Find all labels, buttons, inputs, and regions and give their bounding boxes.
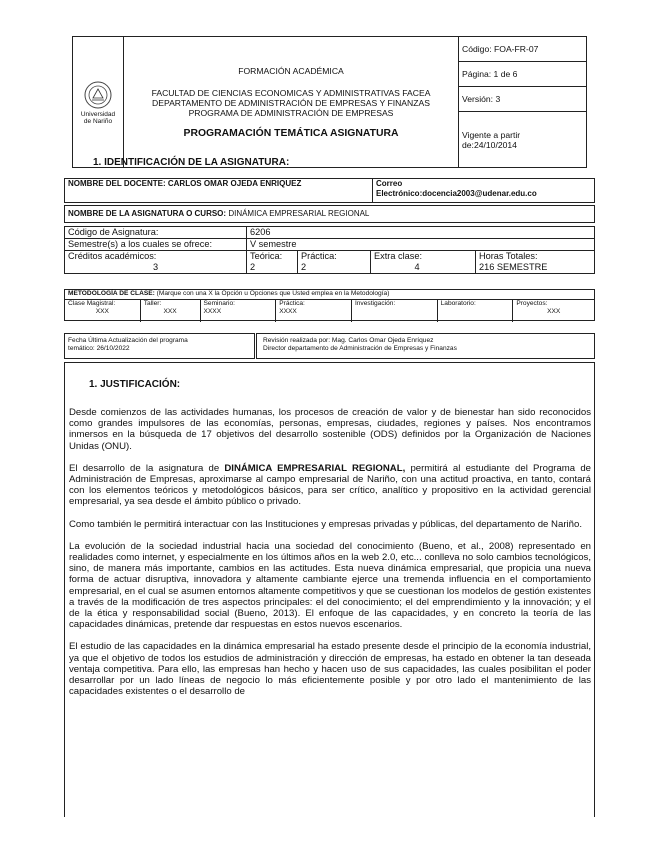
horas-label: Horas Totales: — [479, 251, 538, 261]
semestre-value: V semestre — [247, 239, 595, 251]
extra-label: Extra clase: — [374, 251, 422, 261]
email-label: Correo — [376, 179, 403, 188]
revision-line2: Director departamento de Administración de Empresas y Finanzas — [263, 345, 457, 352]
metodologia-box — [64, 289, 595, 321]
docente-email-cell — [373, 179, 595, 203]
header-line-programa: PROGRAMA DE ADMINISTRACIÓN DE EMPRESAS — [188, 107, 394, 118]
metodologia-col-mark: XXX — [95, 308, 109, 315]
docente-table — [64, 178, 595, 203]
justificacion-paragraph-4: La evolución de la sociedad industrial hacia una sociedad del conocimiento (Bueno, et al., 2008) representado en realidades como internet, y especialmente en los últimos años en la web 2.0, etc... conlleva no solo cambios tecnológicos, sino, de manera más importante, cambios en las actitudes. Esta nueva dinámica empresarial, que propicia una nueva forma de actuar disruptiva, innovadora y altamente cambiante ejerce una tremenda influencia en el comportamiento empresarial, en el cual se asumen entornos altamente competitivos y que se cuestionan los modelos de gestión existentes a través de la modificación de tres aspectos principales: el del conocimiento; el del emprendimiento y la innovación; y el de la ética y responsabilidad social (Bueno, 2013). El enfoque de las capacidades, y en concreto la teoría de las capacidades dinámicas, pretende dar respuestas en estos nuevos escenarios. — [69, 540, 591, 631]
vigente-line1: Vigente a partir — [462, 129, 521, 140]
header-line-formacion: FORMACIÓN ACADÉMICA — [238, 65, 344, 76]
pagina-cell: Página: 1 de 6 — [459, 62, 587, 87]
metodologia-header — [65, 290, 594, 300]
vigente-cell — [459, 112, 587, 168]
practica-value: 2 — [301, 262, 307, 272]
semestre-label: Semestre(s) a los cuales se ofrece: — [65, 239, 247, 251]
section-identificacion-heading: 1. IDENTIFICACIÓN DE LA ASIGNATURA: — [93, 157, 290, 168]
version-cell: Versión: 3 — [459, 87, 587, 112]
university-seal-icon — [83, 80, 113, 110]
metodologia-col-mark: XXX — [163, 308, 177, 315]
practica-cell — [298, 251, 371, 274]
metodologia-col-mark: XXXX — [203, 308, 222, 315]
metodologia-col-name: Seminario: — [203, 300, 236, 307]
justificacion-paragraph-5: El estudio de las capacidades en la dinámica empresarial ha estado presente desde el principio de la economía industrial, ya que el objetivo de todos los estudios de administración y dirección de empresas, ha estado en obtener la tan deseada ventaja competitiva. Para ello, las empresas han hecho y hacen uso de sus capacidades, las cuales posibilitan el poder desarrollar por un lado líneas de negocio lo más eficientemente posible y por otro lado el mantenimiento de las capacidades existentes o el desarrollo de — [69, 641, 591, 698]
header-title-cell — [124, 37, 459, 168]
document-header — [72, 36, 587, 168]
codigo-cell: Código: FOA-FR-07 — [459, 37, 587, 62]
justificacion-paragraph-2: El desarrollo de la asignatura de DINÁMICA EMPRESARIAL REGIONAL, permitirá al estudiante del Programa de Administración de Empresas, aproximarse al campo empresarial de Nariño, con una actitud proactiva, en tanto, contará con los elementos teóricos y metodológicos básicos, para ser crítico, analítico y propositivo en la actividad gerencial empresarial, ya sea desde el ámbito público o privado. — [69, 462, 591, 508]
asignatura-label: NOMBRE DE LA ASIGNATURA O CURSO: — [68, 209, 227, 218]
metodologia-col — [141, 300, 201, 322]
horas-cell — [476, 251, 595, 274]
asignatura-row — [64, 205, 595, 223]
metodologia-hint: (Marque con una X la Opción u Opciones que Usted emplea en la Metodología) — [156, 290, 390, 297]
metodologia-col — [513, 300, 594, 322]
justificacion-paragraph-1: Desde comienzos de las actividades humanas, los procesos de creación de valor y de bienestar han sido reconocidos como grandes impulsores de las economías, personas, empresas, ciudades, regiones y países. Nos encontramos inmersos en la búsqueda de 17 objetivos del desarrollo sostenible (ODS) definidos por la Organización de Naciones Unidas (ONU). — [69, 407, 591, 452]
metodologia-col-name: Investigación: — [354, 300, 396, 307]
header-line-departamento: DEPARTAMENTO DE ADMINISTRACIÓN DE EMPRESAS Y FINANZAS — [152, 97, 430, 108]
practica-label: Práctica: — [301, 251, 337, 261]
metodologia-col-mark: XXXX — [279, 308, 297, 315]
fecha-line2: temático: 26/10/2022 — [68, 345, 130, 352]
asignatura-value: DINÁMICA EMPRESARIAL REGIONAL — [228, 209, 370, 218]
creditos-value: 3 — [152, 262, 159, 272]
vigente-line2: de:24/10/2014 — [462, 139, 517, 150]
creditos-label: Créditos académicos: — [68, 251, 157, 261]
metodologia-col — [201, 300, 277, 322]
teorica-value: 2 — [250, 262, 256, 272]
metodologia-col — [65, 300, 141, 322]
metodologia-col-name: Taller: — [143, 300, 162, 307]
creditos-cell — [65, 251, 247, 274]
metodologia-col-name: Práctica: — [279, 300, 305, 307]
teorica-label: Teórica: — [250, 251, 283, 261]
codigo-value: 6206 — [247, 227, 595, 239]
justificacion-heading: 1. JUSTIFICACIÓN: — [89, 379, 181, 390]
docente-name: NOMBRE DEL DOCENTE: CARLOS OMAR OJEDA ENRIQUEZ — [65, 179, 373, 203]
justificacion-paragraph-3: Como también le permitirá interactuar con las Instituciones y empresas privadas y públicas, del departamento de Nariño. — [69, 518, 582, 530]
header-main-title: PROGRAMACIÓN TEMÁTICA ASIGNATURA — [183, 127, 399, 139]
metodologia-col — [438, 300, 514, 322]
metodologia-col-mark: XXX — [547, 308, 561, 315]
fecha-actualizacion-box — [64, 333, 255, 359]
fecha-line1: Fecha Última Actualización del programa — [68, 337, 188, 344]
teorica-cell — [247, 251, 298, 274]
metodologia-col-name: Proyectos: — [516, 300, 548, 307]
asignatura-highlight: DINÁMICA EMPRESARIAL REGIONAL, — [224, 462, 406, 474]
metodologia-columns — [65, 300, 594, 322]
info-table — [64, 226, 595, 274]
logo-cell — [73, 37, 124, 168]
metodologia-label: METODOLOGÍA DE CLASE: — [68, 290, 155, 297]
revision-line1: Revisión realizada por: Mag. Carlos Omar Ojeda Enríquez — [263, 337, 434, 344]
metodologia-col — [352, 300, 438, 322]
justificacion-box — [64, 362, 595, 817]
email-value: Electrónico:docencia2003@udenar.edu.co — [376, 189, 537, 198]
metodologia-col — [276, 300, 352, 322]
revision-box — [256, 333, 595, 359]
metodologia-col-name: Laboratorio: — [440, 300, 476, 307]
extra-cell — [371, 251, 464, 274]
logo-text: Universidad de Nariño — [80, 110, 116, 125]
codigo-label: Código de Asignatura: — [65, 227, 247, 239]
extra-value: 4 — [414, 262, 420, 272]
header-line-facultad: FACULTAD DE CIENCIAS ECONOMICAS Y ADMINISTRATIVAS FACEA — [151, 87, 431, 98]
metodologia-col-name: Clase Magistral: — [68, 300, 116, 307]
horas-value: 216 SEMESTRE — [479, 262, 548, 272]
